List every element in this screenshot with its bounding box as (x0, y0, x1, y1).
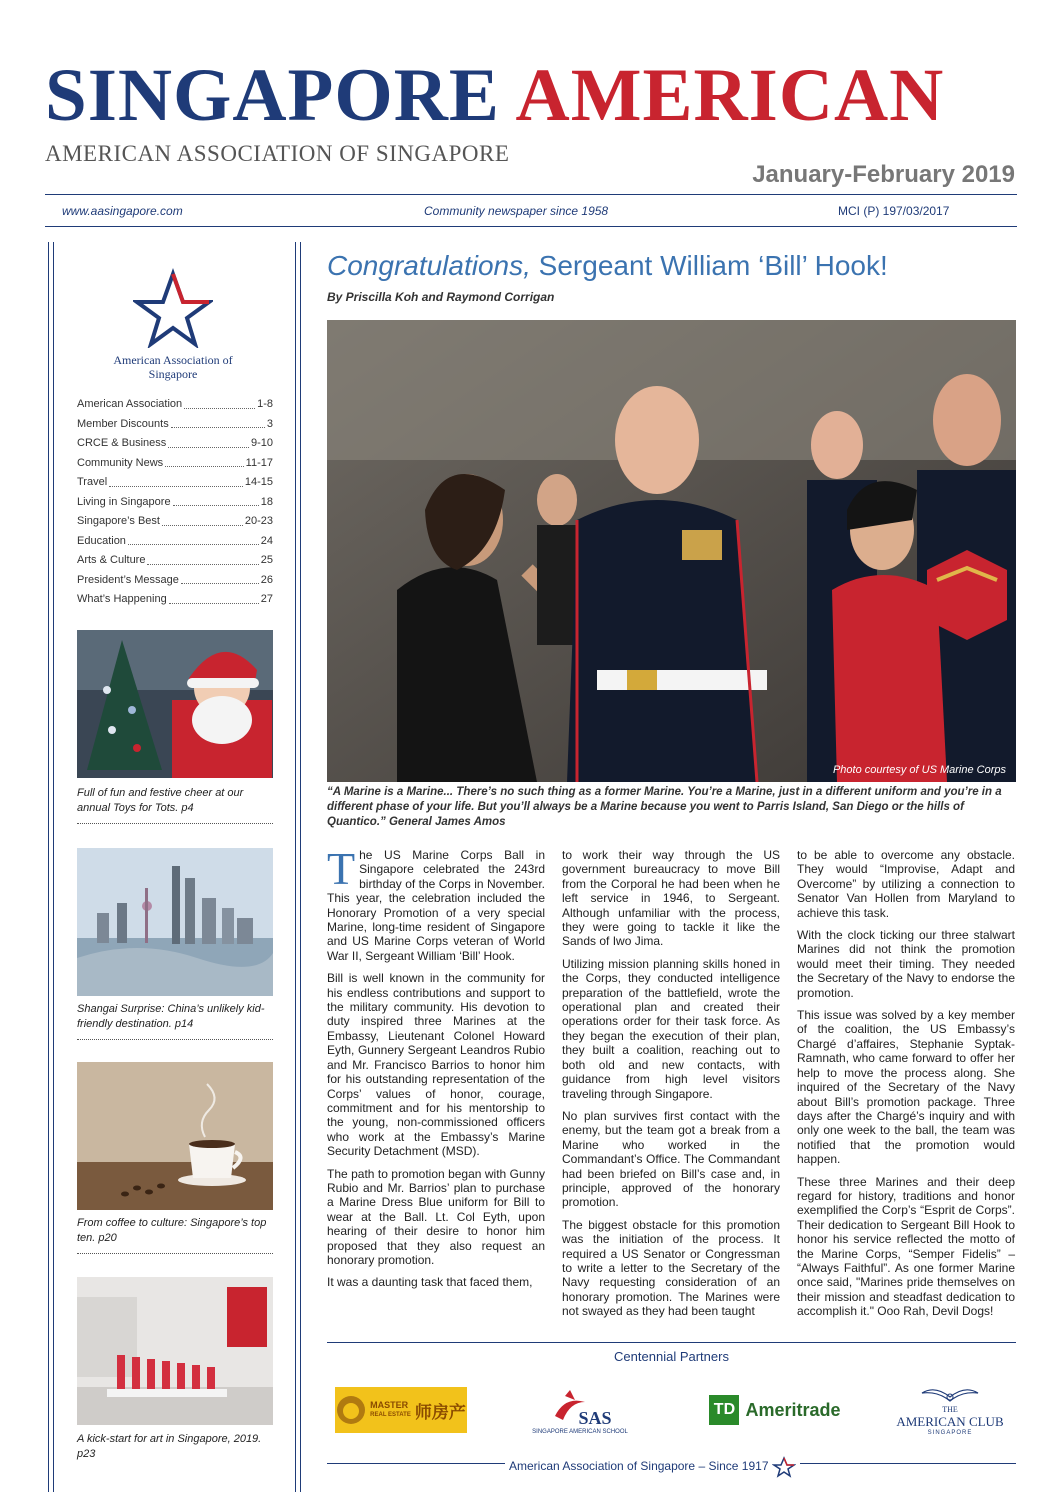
paragraph-text: he US Marine Corps Ball in Singapore celebrated the 243rd birthday of the Corps in November. This year, the celebration included the Honorary Promotion of a very special Marine, long-time resident of Singapore and US Marine Corps veteran of World War II, Sergeant William ‘Bill’ Hook. (327, 848, 545, 963)
footer-label: American Association of Singapore – Since 1917 (509, 1459, 769, 1474)
article-paragraph: No plan survives first contact with the enemy, but the team got a break from a Marine who worked in the Commandant’s Office. The Commandant had been briefed on Bill’s case and, in principle, approved of the honorary promotion. (562, 1108, 780, 1210)
masthead-title-part1: SINGAPORE (45, 54, 500, 137)
toc-label: What’s Happening (77, 593, 167, 605)
headline-rest: Sergeant William ‘Bill’ Hook! (530, 250, 888, 281)
toc-label: Education (77, 534, 126, 547)
star-logo-icon (133, 268, 213, 348)
teaser-caption: Full of fun and festive cheer at our annual Toys for Tots. p4 (77, 787, 244, 814)
toc-row[interactable] (77, 512, 273, 532)
tagline: Community newspaper since 1958 (424, 204, 609, 218)
partner-logo-sas[interactable] (525, 1375, 635, 1445)
table-of-contents (77, 395, 273, 610)
article-paragraph: Bill is well known in the community for his endless contributions and support to the military community. His devotion to duty inspired three Marines at the Embassy, Lieutenant Colonel Howard Eyth, Gunnery Sergeant Leandros Rubio and Mr. Francisco Barrios to honor him for his outstanding representation of the Corps’ values of honor, courage, commitment and for his mentorship to the young, non-commissioned officers who work at the Embassy’s Marine Security Detachment (MSD). (327, 971, 545, 1159)
footer-text (505, 1456, 800, 1478)
article-paragraph: With the clock ticking our three stalwart Marines did not think the promotion would meet their timing. They needed the Secretary of the Navy to endorse the promotion. (797, 928, 1015, 1000)
toc-row[interactable] (77, 571, 273, 591)
toc-row[interactable] (77, 415, 273, 435)
toc-page: 24 (260, 534, 273, 547)
teaser-image-santa[interactable] (77, 630, 273, 778)
partners-divider (327, 1342, 1016, 1343)
toc-page: 26 (260, 573, 273, 586)
toc-label: Singapore’s Best (77, 515, 160, 527)
toc-page: 14-15 (244, 476, 273, 488)
masthead-title (45, 54, 1025, 137)
issue-date: January-February 2019 (752, 161, 1015, 188)
toc-label: Travel (77, 476, 108, 488)
toc-row[interactable] (77, 590, 273, 610)
article-column-2 (562, 848, 780, 1327)
article-byline: By Priscilla Koh and Raymond Corrigan (327, 290, 555, 304)
logo-text: American Association of Singapore (113, 353, 233, 382)
td-name: Ameritrade (745, 1399, 841, 1420)
article-paragraph: to be able to overcome any obstacle. They would “Improvise, Adapt and Overcome” by utilizing a connection to Senator Van Hollen from Maryland to achieve this task. (797, 848, 1015, 920)
toc-row[interactable] (77, 551, 273, 571)
article-column-1 (327, 843, 545, 1298)
teaser-image-art[interactable] (77, 1277, 273, 1425)
master-sub: REAL ESTATE (370, 1412, 411, 1418)
toc-page: 3 (266, 417, 273, 430)
club-name: AMERICAN CLUB (896, 1413, 1004, 1429)
article-paragraph: to work their way through the US government bureaucracy to move Bill from the Corporal he had been when he left service in 1946, to Sergeant. Although unfamiliar with the process, they were going to tackle it like the Sands of Iwo Jima. (562, 848, 780, 949)
mci-number: MCI (P) 197/03/2017 (838, 204, 950, 218)
sidebar-border-left (48, 242, 54, 1492)
toc-label: Arts & Culture (77, 554, 146, 566)
teaser-caption: From coffee to culture: Singapore’s top ten. p20 (77, 1217, 267, 1244)
masthead-title-part2: AMERICAN (515, 54, 945, 137)
photo-credit: Photo courtesy of US Marine Corps (832, 764, 1006, 776)
toc-page: 20-23 (244, 515, 273, 527)
teaser-caption: Shangai Surprise: China’s unlikely kid-friendly destination. p14 (77, 1003, 265, 1030)
masthead-subtitle: AMERICAN ASSOCIATION OF SINGAPORE (45, 141, 510, 166)
toc-label: CRCE & Business (77, 437, 167, 449)
eagle-icon (920, 1385, 980, 1405)
article-quote: “A Marine is a Marine... There’s no such thing as a former Marine. You’re a Marine, just in a different uniform and you’re in a different phase of your life. But you’ll always be a Marine because you went to Parris Island, San Diego or the hills of Quantico.” General James Amos (327, 786, 1002, 828)
association-logo (108, 268, 238, 382)
toc-row[interactable] (77, 493, 273, 513)
toc-page: 9-10 (250, 437, 273, 449)
article-paragraph: This issue was solved by a key member of the coalition, the US Embassy’s Chargé d’affaires, Stephanie Syptak-Ramnath, who came forward to offer her help to move the process along. She inquired of the Secretary of the Navy about Bill’s promotion package. Three days after the Chargé’s inquiry and with only one week to the ball, the team was notified that the promotion would happen. (797, 1008, 1015, 1167)
club-sub: SINGAPORE (927, 1429, 973, 1436)
sas-sub: SINGAPORE AMERICAN SCHOOL (532, 1428, 628, 1435)
article-paragraph: The biggest obstacle for this promotion was the initiation of the process. It required a US Senator or Congressman to write a letter to the Secretary of the Navy requesting consideration of an honorary promotion. The Marines were not swayed as they had been taught (562, 1217, 780, 1319)
article-paragraph (327, 843, 545, 963)
masthead-divider (45, 194, 1017, 195)
article-paragraph: It was a daunting task that faced them, (327, 1275, 533, 1290)
master-name: MASTER (370, 1400, 409, 1410)
td-mark: TD (709, 1395, 739, 1425)
toc-label: President’s Message (77, 573, 179, 586)
infobar-divider (45, 226, 1017, 227)
toc-row[interactable] (77, 532, 273, 552)
toc-page: 25 (260, 554, 273, 566)
teaser-divider (77, 1253, 273, 1254)
drop-cap: T (327, 843, 356, 894)
toc-page: 1-8 (257, 398, 273, 410)
teaser-divider (77, 823, 273, 824)
toc-row[interactable] (77, 454, 273, 474)
teaser-image-coffee[interactable] (77, 1062, 273, 1210)
hero-photo (327, 320, 1016, 782)
toc-page: 27 (260, 593, 273, 605)
footer-star-icon (772, 1456, 796, 1478)
teaser-image-shanghai[interactable] (77, 848, 273, 996)
article-paragraph: These three Marines and their deep regard for history, traditions and honor exemplified the Corp’s “Esprit de Corps”. Their dedication to Sergeant Bill Hook to honor his service reflected the motto of the Marine Corps, “Semper Fidelis” – “Always Faithful”. As one former Marine once said, "Marines pride themselves on their mission and steadfast dedication to accomplish it." Ooo Rah, Devil Dogs! (797, 1174, 1015, 1319)
website-link[interactable]: www.aasingapore.com (62, 204, 183, 218)
toc-label: Community News (77, 456, 164, 469)
teaser-divider (77, 1039, 273, 1040)
partner-logo-american-club[interactable] (895, 1375, 1005, 1445)
toc-label: Member Discounts (77, 417, 169, 430)
article-paragraph: The path to promotion began with Gunny Rubio and Mr. Barrios’ plan to purchase a Marine Dress Blue uniform for Bill to wear at the Ball. Lt. Col Eyth, upon hearing of their desire to honor him proposed that they also request an honorary promotion. (327, 1166, 545, 1267)
toc-label: Living in Singapore (77, 495, 171, 508)
lion-icon (336, 1393, 366, 1427)
toc-row[interactable] (77, 395, 273, 415)
toc-row[interactable] (77, 473, 273, 493)
toc-page: 18 (260, 495, 273, 508)
toc-label: American Association (77, 398, 183, 410)
sidebar-border-right (295, 242, 301, 1492)
sas-name: SAS (578, 1407, 612, 1428)
headline-italic: Congratulations, (327, 250, 531, 281)
partner-logo-td-ameritrade[interactable] (700, 1375, 850, 1445)
club-the: THE (942, 1404, 958, 1414)
partner-logo-master-real-estate[interactable] (335, 1375, 467, 1445)
toc-page: 11-17 (245, 456, 273, 469)
article-headline (327, 250, 888, 282)
article-paragraph: Utilizing mission planning skills honed in the Corps, they conducted intelligence preparation of the battlefield, wrote the operational plan and created their operations order for their task force. As they began the execution of their plan, they built a coalition, reaching out to both old and new contacts, with guidance from high level visitors traveling through Singapore. (562, 956, 780, 1101)
master-cn: 师房产 (414, 1402, 466, 1422)
toc-row[interactable] (77, 434, 273, 454)
teaser-caption: A kick-start for art in Singapore, 2019. p23 (77, 1433, 262, 1460)
article-column-3 (797, 848, 1015, 1327)
partners-title: Centennial Partners (614, 1349, 729, 1364)
